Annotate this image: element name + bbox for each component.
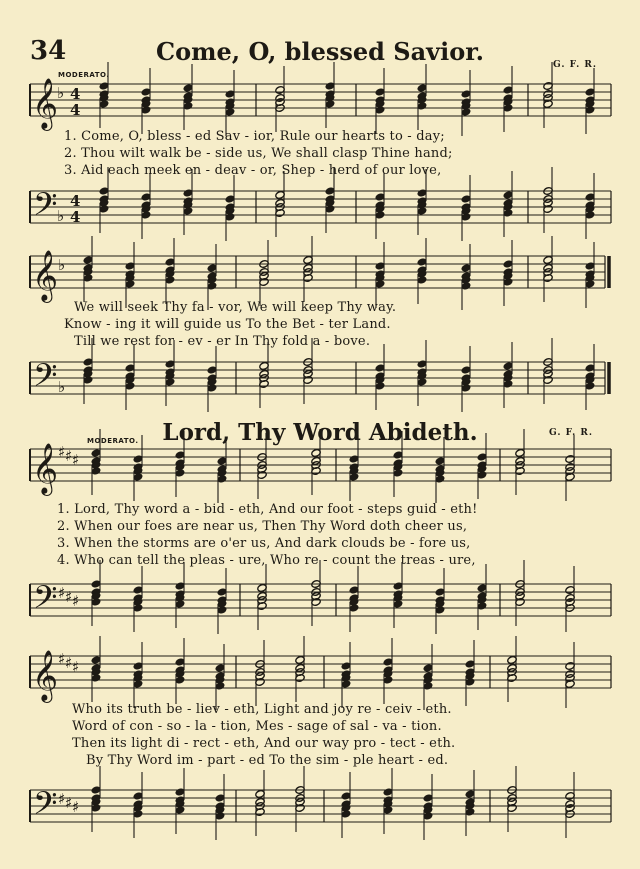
- note-chord: [515, 592, 525, 626]
- note-chord: [585, 274, 595, 308]
- note-chord: [461, 175, 471, 211]
- time-signature: 4: [70, 192, 81, 210]
- sharp-sign: ♯: [65, 794, 73, 812]
- lyric-line: We will seek Thy fa - vor, We will keep Thy way.: [74, 300, 397, 315]
- note-chord: [225, 207, 235, 241]
- note-chord: [215, 676, 225, 710]
- bass-clef: 𝄢: [33, 579, 58, 623]
- note-chord: [375, 100, 385, 134]
- note-chord: [217, 568, 227, 604]
- note-chord: [133, 804, 143, 838]
- note-chord: [83, 370, 93, 404]
- note-chord: [503, 171, 513, 207]
- tempo-marking: MODERATO.: [87, 437, 139, 445]
- note-chord: [303, 268, 313, 302]
- note-chord: [507, 636, 517, 672]
- lyric-line: 4. Who can tell the pleas - ure, Who re - count the treas - ure,: [57, 553, 476, 568]
- bass-clef: 𝄢: [33, 357, 58, 401]
- sharp-sign: ♯: [58, 650, 66, 668]
- note-chord: [183, 201, 193, 235]
- note-chord: [393, 562, 403, 598]
- note-chord: [125, 274, 135, 308]
- note-chord: [515, 560, 525, 596]
- note-chord: [465, 672, 475, 706]
- note-chord: [255, 640, 265, 676]
- note-chord: [461, 244, 471, 280]
- note-chord: [585, 100, 595, 134]
- note-chord: [465, 802, 475, 836]
- lyric-line: 2. Thou wilt walk be - side us, We shall clasp Thine hand;: [64, 146, 453, 161]
- treble-clef: 𝄞: [32, 78, 59, 129]
- flat-sign: ♭: [58, 256, 66, 274]
- note-chord: [99, 62, 109, 98]
- note-chord: [311, 429, 321, 465]
- note-chord: [303, 370, 313, 404]
- bass-clef: 𝄢: [33, 785, 58, 829]
- note-chord: [461, 346, 471, 382]
- note-chord: [83, 268, 93, 302]
- note-chord: [383, 670, 393, 704]
- note-chord: [507, 798, 517, 832]
- note-chord: [99, 94, 109, 128]
- note-chord: [341, 642, 351, 678]
- note-chord: [423, 806, 433, 840]
- note-chord: [275, 203, 285, 237]
- note-chord: [275, 98, 285, 132]
- note-chord: [217, 437, 227, 473]
- note-chord: [465, 640, 475, 676]
- lyric-line: Till we rest for - ev - er In Thy fold a - bove.: [74, 334, 371, 349]
- note-chord: [565, 804, 575, 838]
- note-chord: [215, 774, 225, 810]
- note-chord: [423, 774, 433, 810]
- note-chord: [543, 370, 553, 404]
- note-chord: [295, 668, 305, 702]
- note-chord: [91, 560, 101, 596]
- note-chord: [543, 94, 553, 128]
- note-chord: [349, 467, 359, 501]
- note-chord: [477, 465, 487, 499]
- flat-sign: ♭: [57, 84, 65, 102]
- treble-clef: 𝄞: [32, 650, 59, 701]
- note-chord: [133, 435, 143, 471]
- note-chord: [515, 429, 525, 465]
- note-chord: [435, 469, 445, 503]
- note-chord: [585, 68, 595, 104]
- lyric-line: 1. Come, O, bless - ed Sav - ior, Rule our hearts to - day;: [64, 129, 445, 144]
- note-chord: [215, 644, 225, 680]
- sharp-sign: ♯: [65, 447, 73, 465]
- note-chord: [507, 766, 517, 802]
- note-chord: [565, 467, 575, 501]
- lyric-line: 2. When our foes are near us, Then Thy Word doth cheer us,: [57, 519, 468, 534]
- composer-credit: G. F. R.: [553, 60, 597, 70]
- bass-staff: [30, 191, 611, 223]
- note-chord: [125, 376, 135, 410]
- treble-staff: [30, 256, 605, 288]
- note-chord: [175, 800, 185, 834]
- note-chord: [255, 802, 265, 836]
- note-chord: [125, 242, 135, 278]
- note-chord: [383, 800, 393, 834]
- note-chord: [477, 564, 487, 600]
- sharp-sign: ♯: [58, 584, 66, 602]
- note-chord: [91, 592, 101, 626]
- note-chord: [207, 378, 217, 412]
- note-chord: [515, 461, 525, 495]
- note-chord: [183, 169, 193, 205]
- note-chord: [341, 804, 351, 838]
- note-chord: [325, 167, 335, 203]
- note-chord: [461, 102, 471, 136]
- note-chord: [257, 596, 267, 630]
- note-chord: [417, 96, 427, 130]
- sharp-sign: ♯: [58, 790, 66, 808]
- note-chord: [565, 598, 575, 632]
- note-chord: [207, 244, 217, 280]
- note-chord: [325, 199, 335, 233]
- note-chord: [91, 636, 101, 672]
- treble-staff: [30, 84, 611, 116]
- note-chord: [393, 463, 403, 497]
- note-chord: [141, 100, 151, 134]
- time-signature: 4: [70, 85, 81, 103]
- note-chord: [325, 62, 335, 98]
- note-chord: [175, 670, 185, 704]
- note-chord: [225, 175, 235, 211]
- note-chord: [417, 340, 427, 376]
- lyric-line: 3. Aid each meek en - deav - or, Shep - herd of our love,: [64, 163, 442, 178]
- note-chord: [295, 636, 305, 672]
- sharp-sign: ♯: [65, 588, 73, 606]
- note-chord: [255, 770, 265, 806]
- sharp-sign: ♯: [72, 658, 80, 676]
- note-chord: [295, 798, 305, 832]
- note-chord: [503, 240, 513, 276]
- lyric-line: 1. Lord, Thy word a - bid - eth, And our foot - steps guid - eth!: [57, 502, 478, 517]
- note-chord: [133, 642, 143, 678]
- note-chord: [435, 568, 445, 604]
- treble-clef: 𝄞: [32, 443, 59, 494]
- note-chord: [255, 672, 265, 706]
- note-chord: [423, 644, 433, 680]
- note-chord: [465, 770, 475, 806]
- note-chord: [503, 342, 513, 378]
- note-chord: [393, 594, 403, 628]
- note-chord: [477, 596, 487, 630]
- sharp-sign: ♯: [72, 798, 80, 816]
- note-chord: [207, 346, 217, 382]
- note-chord: [259, 342, 269, 378]
- time-signature: 4: [70, 208, 81, 226]
- note-chord: [83, 338, 93, 374]
- note-chord: [175, 594, 185, 628]
- note-chord: [349, 598, 359, 632]
- note-chord: [91, 461, 101, 495]
- note-chord: [217, 600, 227, 634]
- note-chord: [565, 674, 575, 708]
- sharp-sign: ♯: [72, 451, 80, 469]
- note-chord: [375, 376, 385, 410]
- note-chord: [417, 64, 427, 100]
- flat-sign: ♭: [58, 378, 66, 396]
- note-chord: [91, 668, 101, 702]
- note-chord: [311, 461, 321, 495]
- note-chord: [165, 340, 175, 376]
- tempo-marking: MODERATO.: [58, 71, 110, 79]
- note-chord: [259, 240, 269, 276]
- note-chord: [83, 236, 93, 272]
- note-chord: [375, 205, 385, 239]
- lyric-line: Know - ing it will guide us To the Bet - ter Land.: [64, 317, 391, 332]
- note-chord: [311, 560, 321, 596]
- note-chord: [91, 429, 101, 465]
- note-chord: [183, 64, 193, 100]
- note-chord: [543, 62, 553, 98]
- note-chord: [259, 374, 269, 408]
- note-chord: [133, 674, 143, 708]
- lyric-line: Then its light di - rect - eth, And our way pro - tect - eth.: [72, 736, 456, 751]
- note-chord: [141, 205, 151, 239]
- note-chord: [585, 242, 595, 278]
- note-chord: [543, 236, 553, 272]
- note-chord: [585, 205, 595, 239]
- note-chord: [257, 433, 267, 469]
- note-chord: [461, 70, 471, 106]
- note-chord: [375, 68, 385, 104]
- note-chord: [207, 276, 217, 310]
- note-chord: [585, 376, 595, 410]
- note-chord: [507, 668, 517, 702]
- flat-sign: ♭: [57, 207, 65, 225]
- note-chord: [257, 465, 267, 499]
- note-chord: [303, 236, 313, 272]
- composer-credit: G. F. R.: [549, 428, 593, 438]
- bass-staff: [30, 362, 605, 394]
- note-chord: [99, 199, 109, 233]
- note-chord: [133, 467, 143, 501]
- lyric-line: By Thy Word im - part - ed To the sim - ple heart - ed.: [86, 753, 449, 768]
- note-chord: [417, 270, 427, 304]
- sharp-sign: ♯: [65, 654, 73, 672]
- note-chord: [215, 806, 225, 840]
- note-chord: [543, 199, 553, 233]
- note-chord: [375, 242, 385, 278]
- note-chord: [349, 435, 359, 471]
- treble-clef: 𝄞: [32, 250, 59, 301]
- note-chord: [311, 592, 321, 626]
- note-chord: [133, 598, 143, 632]
- note-chord: [461, 276, 471, 310]
- note-chord: [325, 94, 335, 128]
- bass-clef: 𝄢: [33, 186, 58, 230]
- note-chord: [225, 70, 235, 106]
- note-chord: [417, 169, 427, 205]
- note-chord: [295, 766, 305, 802]
- note-chord: [91, 766, 101, 802]
- note-chord: [175, 562, 185, 598]
- note-chord: [217, 469, 227, 503]
- sharp-sign: ♯: [72, 592, 80, 610]
- note-chord: [141, 68, 151, 104]
- lyric-line: Who its truth be - liev - eth, Light and joy re - ceiv - eth.: [72, 702, 452, 717]
- note-chord: [175, 768, 185, 804]
- note-chord: [503, 98, 513, 132]
- note-chord: [175, 463, 185, 497]
- time-signature: 4: [70, 101, 81, 119]
- note-chord: [565, 435, 575, 471]
- note-chord: [543, 167, 553, 203]
- lyric-line: Word of con - so - la - tion, Mes - sage of sal - va - tion.: [72, 719, 442, 734]
- note-chord: [257, 564, 267, 600]
- note-chord: [423, 676, 433, 710]
- note-chord: [417, 372, 427, 406]
- bass-staff: [30, 790, 611, 822]
- note-chord: [417, 201, 427, 235]
- note-chord: [99, 167, 109, 203]
- note-chord: [165, 372, 175, 406]
- note-chord: [435, 437, 445, 473]
- sharp-sign: ♯: [58, 443, 66, 461]
- note-chord: [275, 171, 285, 207]
- note-chord: [503, 272, 513, 306]
- note-chord: [503, 203, 513, 237]
- page-number: 34: [30, 36, 67, 66]
- note-chord: [383, 768, 393, 804]
- note-chord: [341, 674, 351, 708]
- treble-staff: [30, 656, 611, 688]
- note-chord: [183, 96, 193, 130]
- note-chord: [543, 338, 553, 374]
- note-chord: [461, 378, 471, 412]
- note-chord: [477, 433, 487, 469]
- note-chord: [565, 642, 575, 678]
- note-chord: [165, 270, 175, 304]
- note-chord: [543, 268, 553, 302]
- lyric-line: 3. When the storms are o'er us, And dark clouds be - fore us,: [57, 536, 471, 551]
- note-chord: [435, 600, 445, 634]
- note-chord: [303, 338, 313, 374]
- note-chord: [461, 207, 471, 241]
- hymn-title: Come, O, blessed Savior.: [155, 37, 485, 66]
- note-chord: [375, 274, 385, 308]
- note-chord: [259, 272, 269, 306]
- note-chord: [503, 374, 513, 408]
- note-chord: [91, 798, 101, 832]
- hymn-title: Lord, Thy Word Abideth.: [162, 419, 478, 446]
- note-chord: [225, 102, 235, 136]
